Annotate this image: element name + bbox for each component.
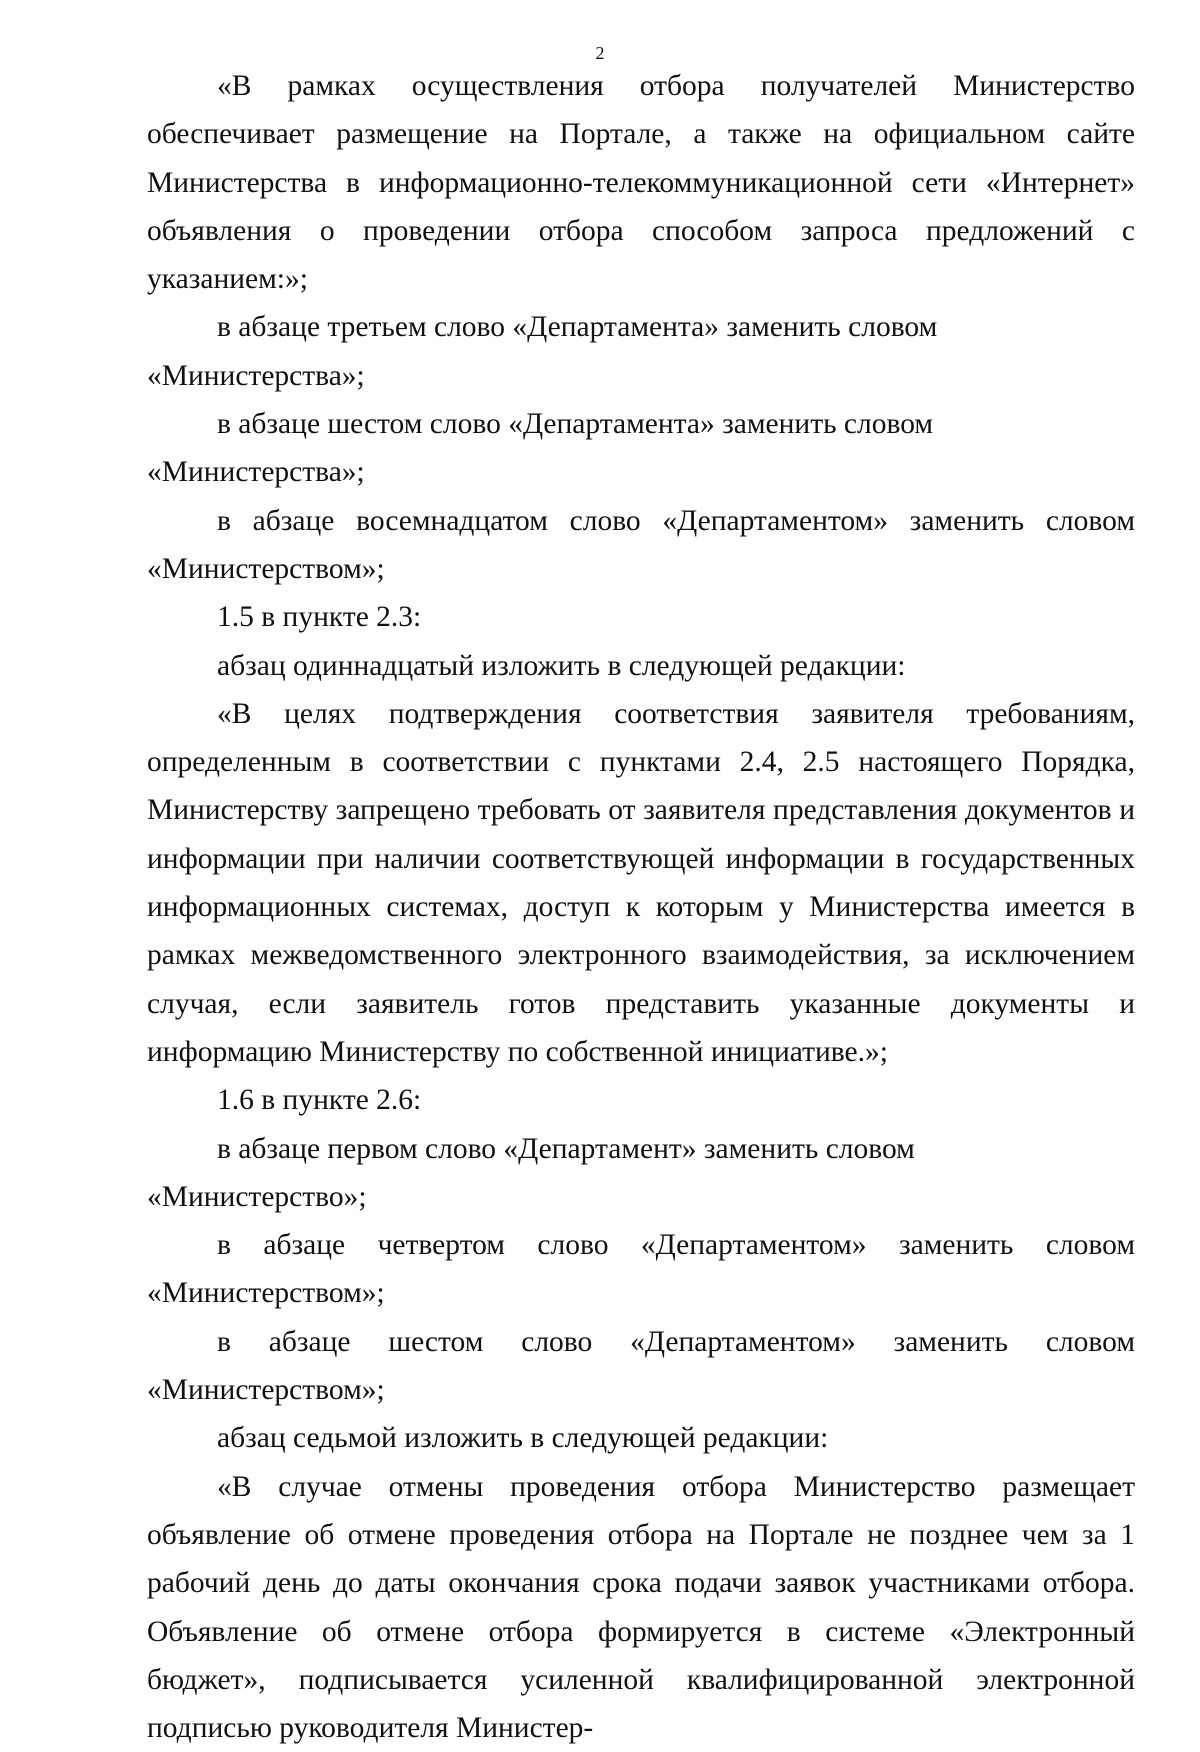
paragraph-eleventh-intro: абзац одиннадцатый изложить в следующей редакции: <box>217 649 906 682</box>
document-body <box>147 62 1135 1752</box>
paragraph-announcement: «В рамках осуществления отбора получателей Министерство обеспечивает размещение на Портале, а также на официальном сайте Министерства в информационно-телекоммуникационной сети «Интернет» объявления о проведении отбора способом запроса предложений с указанием:»; <box>147 70 1135 296</box>
paragraph-amend-first: в абзаце первом слово «Департамент» заменить словом «Министерство»; <box>147 1132 915 1213</box>
paragraph-amend-eighteenth: в абзаце восемнадцатом слово «Департаментом» заменить словом «Министерством»; <box>147 504 1135 585</box>
paragraph-amend-third: в абзаце третьем слово «Департамента» заменить словом «Министерства»; <box>147 311 938 392</box>
paragraph-amend-sixth: в абзаце шестом слово «Департамента» заменить словом «Министерства»; <box>147 408 934 489</box>
clause-1-6-heading: 1.6 в пункте 2.6: <box>217 1084 422 1117</box>
page-number: 2 <box>595 43 605 63</box>
paragraph-seventh-intro: абзац седьмой изложить в следующей редакции: <box>217 1422 829 1455</box>
paragraph-verification-requirements: «В целях подтверждения соответствия заявителя требованиям, определенным в соответствии с пунктами 2.4, 2.5 настоящего Порядка, Министерству запрещено требовать от заявителя представления документов и информации при наличии соответствующей информации в государственных информационных системах, доступ к которым у Министерства имеется в рамках межведомственного электронного взаимодействия, за исключением случая, если заявитель готов представить указанные документы и информацию Министерству по собственной инициативе.»; <box>147 697 1135 1068</box>
paragraph-amend-sixth-2-6: в абзаце шестом слово «Департаментом» заменить словом «Министерством»; <box>147 1325 1135 1407</box>
paragraph-amend-fourth: в абзаце четвертом слово «Департаментом» заменить словом «Министерством»; <box>147 1229 1135 1310</box>
paragraph-cancellation: «В случае отмены проведения отбора Министерство размещает объявление об отмене проведения отбора на Портале не позднее чем за 1 рабочий день до даты окончания срока подачи заявок участниками отбора. Объявление об отмене отбора формируется в системе «Электронный бюджет», подписывается усиленной квалифицированной электронной подписью руководителя Министер- <box>147 1470 1135 1745</box>
clause-1-5-heading: 1.5 в пункте 2.3: <box>217 601 422 634</box>
